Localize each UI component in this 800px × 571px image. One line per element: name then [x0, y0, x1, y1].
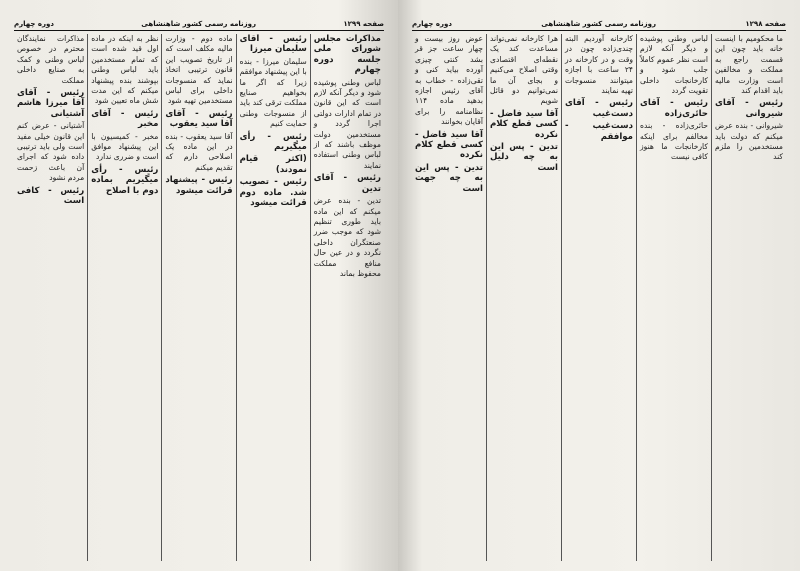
- paragraph: ما محکومیم با اینست خانه باید چون این قسمت راجع به مملکت و مخالفین است وزارت مالیه باید اقدام کند: [715, 34, 783, 96]
- paragraph: آقا سید فاضل - کسی قطع کلام نکرده: [490, 108, 558, 140]
- paragraph: رئیس - رأی میگیریم بماده دوم با اصلاح: [91, 164, 159, 196]
- text-columns: [412, 34, 786, 561]
- paragraph: نظر به اینکه در ماده اول قید شده است که تمام مستخدمین باید لباس وطنی بپوشند بنده پیشنهاد میکنم که این مدت شش ماه تعیین شود: [91, 34, 159, 106]
- page-header: [14, 16, 384, 31]
- text-column: [561, 34, 636, 561]
- paragraph: رئیس - آقای مخبر: [91, 108, 159, 130]
- paragraph: رئیس - تصویب شد. ماده دوم قرائت میشود: [239, 177, 307, 209]
- paragraph: آشتیانی - عرض کنم این قانون خیلی مفید است ولی باید ترتیبی داده شود که اجرای آن باعث زحمت مردم نشود: [16, 121, 85, 183]
- text-column: [161, 34, 235, 561]
- paragraph: مخبر - کمیسیون با این پیشنهاد موافق است و ضرری ندارد: [91, 131, 159, 162]
- text-column: [711, 34, 786, 561]
- text-column: [236, 34, 310, 561]
- paragraph: رئیس - آقای حائری‌زاده: [640, 98, 708, 119]
- paragraph: ماده دوم - وزارت مالیه مکلف است که از تاریخ تصویب این قانون ترتیبی اتخاذ نماید که منسوجات داخلی برای لباس مستخدمین تهیه شود: [165, 34, 233, 106]
- paragraph: هرا کارخانه نمی‌تواند مساعدت کند یک نقطه‌ای اقتصادی وقتی اصلاح می‌کنیم و بجای آن ما نمی‌توانیم دو قائل شویم: [490, 34, 558, 106]
- text-column: [14, 34, 87, 561]
- paragraph: کارخانه آوردیم البته چندی‌زاده چون در وقت و در کارخانه در ۲۴ ساعت با اجازه میتوانند منسوجات تهیه نمایند: [565, 34, 633, 96]
- paragraph: رئیس - آقای شیروانی: [715, 98, 783, 119]
- paragraph: حائری‌زاده - بنده مخالفم برای اینکه کارخانجات ما هنوز کافی نیست: [640, 121, 708, 162]
- right-page: [398, 0, 800, 571]
- paragraph: دست‌غیب - موافقم: [565, 121, 633, 142]
- paragraph: عوض روز بیست و چهار ساعت جز قر بشد کنتی چیزی آورده بیاید کنی و تقی‌زاده - خطاب به آقای رئیس اجازه بدهید ماده ۱۱۴ نظامنامه را برای آقایان بخوانند: [415, 34, 483, 127]
- left-page: [0, 0, 398, 571]
- text-column: [412, 34, 486, 561]
- paragraph: تدین - پس این به چه جهت است: [415, 162, 483, 194]
- paragraph: رئیس - آقای دست‌غیب: [565, 98, 633, 119]
- text-columns: [14, 34, 384, 561]
- text-column: [310, 34, 384, 561]
- paragraph: (اکثر قیام نمودند): [239, 154, 307, 175]
- paragraph: مذاکرات نمایندگان محترم در خصوص لباس وطنی و کمک به صنایع داخلی مملکت: [16, 34, 85, 85]
- paragraph: رئیس - کافی است: [16, 185, 85, 207]
- paragraph: سلیمان میرزا - بنده با این پیشنهاد موافقم زیرا که اگر ما بخواهیم صنایع مملکت ترقی کند باید از منسوجات وطنی حمایت کنیم: [239, 56, 307, 129]
- paragraph: تدین - پس این به چه دلیل است: [490, 142, 558, 173]
- paragraph: مذاکرات مجلس شورای ملی جلسه دوره چهارم: [313, 34, 381, 76]
- page-number: صفحه ۱۲۹۹: [343, 20, 384, 28]
- paragraph: رئیس - آقای سلیمان میرزا: [239, 34, 307, 55]
- paragraph: رئیس - آقای تدین: [313, 173, 381, 194]
- paragraph: رئیس - رأی میگیریم: [239, 131, 307, 153]
- newspaper-title: روزنامه رسمی کشور شاهنشاهی: [141, 20, 257, 28]
- paragraph: لباس وطنی پوشیده شود و دیگر آنکه لازم است که این قانون در تمام ادارات دولتی اجرا گردد و مستخدمین دولت موظف باشند که از لباس وطنی استفاده نمایند: [313, 77, 381, 170]
- text-column: [636, 34, 711, 561]
- paragraph: رئیس - آقای آقا سید یعقوب: [165, 108, 233, 130]
- paragraph: لباس وطنی پوشیده و دیگر آنکه لازم است نظر عموم کاملاً جلب شود و کارخانجات داخلی تقویت گردد: [640, 34, 708, 96]
- text-column: [87, 34, 161, 561]
- text-column: [486, 34, 561, 561]
- paragraph: آقا سید فاضل - کسی قطع کلام نکرده: [415, 129, 483, 161]
- paragraph: رئیس - پیشنهاد قرائت میشود: [165, 175, 233, 196]
- page-number: صفحه ۱۲۹۸: [745, 20, 786, 28]
- paragraph: آقا سید یعقوب - بنده در این ماده یک اصلاحی دارم که تقدیم میکنم: [165, 131, 233, 172]
- paragraph: تدین - بنده عرض میکنم که این ماده باید طوری تنظیم شود که موجب ضرر صنعتگران داخلی نگردد و در عین حال منافع مملکت محفوظ بماند: [313, 196, 381, 278]
- period-label: دوره چهارم: [412, 20, 452, 28]
- period-label: دوره چهارم: [14, 20, 54, 28]
- paragraph: رئیس - آقای آقا میرزا هاشم آشتیانی: [16, 88, 85, 119]
- page-header: [412, 16, 786, 31]
- newspaper-title: روزنامه رسمی کشور شاهنشاهی: [541, 20, 657, 28]
- paragraph: شیروانی - بنده عرض میکنم که دولت باید مستخدمین را ملزم کند: [715, 121, 783, 162]
